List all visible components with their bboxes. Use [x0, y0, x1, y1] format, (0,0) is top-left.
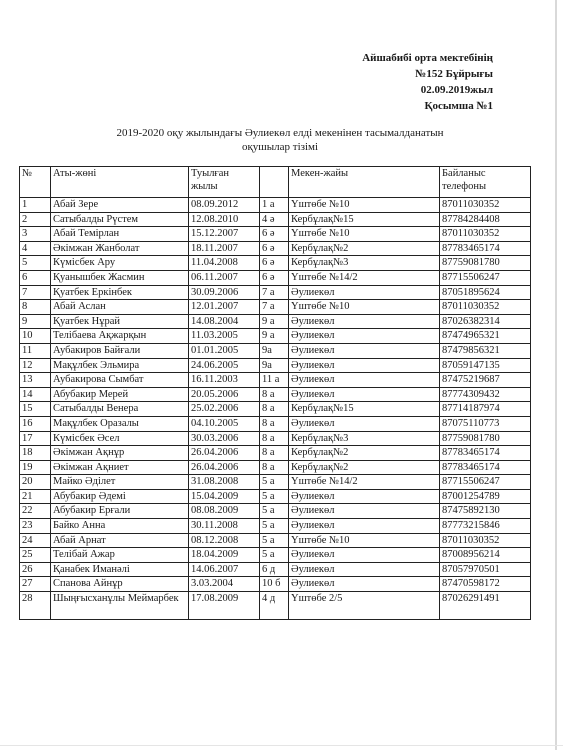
- cell-class: 5 а: [260, 475, 289, 490]
- table-row: [20, 212, 531, 227]
- cell-address: Кербұлақ№2: [289, 460, 440, 475]
- cell-phone: 87011030352: [440, 300, 531, 315]
- cell-name: Байко Анна: [51, 519, 189, 534]
- cell-no: 11: [20, 343, 51, 358]
- cell-no: 8: [20, 300, 51, 315]
- cell-phone: 87783465174: [440, 460, 531, 475]
- cell-phone: 87783465174: [440, 446, 531, 461]
- cell-class: 9а: [260, 358, 289, 373]
- table-row: [20, 300, 531, 315]
- table-row: [20, 446, 531, 461]
- cell-name: Әкімжан Ақнұр: [51, 446, 189, 461]
- table-header-row: [20, 167, 531, 198]
- table-row: [20, 329, 531, 344]
- cell-address: Әулиекөл: [289, 285, 440, 300]
- cell-birth: 25.02.2006: [189, 402, 260, 417]
- cell-birth: 30.03.2006: [189, 431, 260, 446]
- cell-birth: 01.01.2005: [189, 343, 260, 358]
- cell-address: Үштөбе №10: [289, 300, 440, 315]
- cell-phone: 87773215846: [440, 519, 531, 534]
- cell-birth: 18.11.2007: [189, 241, 260, 256]
- table-row: [20, 198, 531, 213]
- cell-name: Әкімжан Ақниет: [51, 460, 189, 475]
- cell-phone: 87011030352: [440, 198, 531, 213]
- title-line-2: оқушылар тізімі: [241, 141, 319, 153]
- cell-address: Кербұлақ№2: [289, 446, 440, 461]
- cell-address: Кербұлақ№3: [289, 431, 440, 446]
- cell-address: Әулиекөл: [289, 489, 440, 504]
- cell-birth: 12.08.2010: [189, 212, 260, 227]
- cell-birth: 15.12.2007: [189, 227, 260, 242]
- cell-address: Әулиекөл: [289, 343, 440, 358]
- cell-address: Әулиекөл: [289, 329, 440, 344]
- title-line-1: 2019-2020 оқу жылындағы Әулиекөл елді мекенінен тасымалданатын: [116, 127, 444, 139]
- cell-no: 22: [20, 504, 51, 519]
- cell-no: 23: [20, 519, 51, 534]
- cell-class: 9а: [260, 343, 289, 358]
- cell-phone: 87474965321: [440, 329, 531, 344]
- table-row: [20, 373, 531, 388]
- cell-no: 14: [20, 387, 51, 402]
- students-table: [19, 166, 531, 620]
- cell-no: 28: [20, 592, 51, 620]
- cell-address: Әулиекөл: [289, 562, 440, 577]
- order-date: 02.09.2019жыл: [420, 84, 493, 96]
- cell-address: Кербұлақ№3: [289, 256, 440, 271]
- cell-class: 5 а: [260, 533, 289, 548]
- cell-name: Шыңғысханұлы Меймарбек: [51, 592, 189, 620]
- cell-address: Кербұлақ№15: [289, 212, 440, 227]
- table-row: [20, 402, 531, 417]
- cell-phone: 87475892130: [440, 504, 531, 519]
- cell-address: Үштөбе 2/5: [289, 592, 440, 620]
- cell-name: Мақұлбек Оразалы: [51, 416, 189, 431]
- cell-phone: 87011030352: [440, 227, 531, 242]
- school-name: Айшабибі орта мектебінің: [362, 52, 493, 64]
- cell-address: Әулиекөл: [289, 577, 440, 592]
- cell-class: 5 а: [260, 489, 289, 504]
- table-row: [20, 431, 531, 446]
- table-row: [20, 577, 531, 592]
- table-row: [20, 416, 531, 431]
- cell-phone: 87783465174: [440, 241, 531, 256]
- cell-phone: 87026382314: [440, 314, 531, 329]
- cell-birth: 14.08.2004: [189, 314, 260, 329]
- header-name: Аты-жөні: [51, 167, 189, 198]
- cell-phone: 87001254789: [440, 489, 531, 504]
- table-row: [20, 548, 531, 563]
- cell-phone: 87026291491: [440, 592, 531, 620]
- table-row: [20, 285, 531, 300]
- cell-phone: 87784284408: [440, 212, 531, 227]
- cell-no: 26: [20, 562, 51, 577]
- cell-no: 24: [20, 533, 51, 548]
- cell-no: 18: [20, 446, 51, 461]
- cell-name: Абубакир Әдемі: [51, 489, 189, 504]
- cell-name: Аубакирова Сымбат: [51, 373, 189, 388]
- cell-address: Кербұлақ№15: [289, 402, 440, 417]
- cell-address: Әулиекөл: [289, 358, 440, 373]
- cell-class: 11 а: [260, 373, 289, 388]
- cell-birth: 08.08.2009: [189, 504, 260, 519]
- cell-address: Үштөбе №10: [289, 533, 440, 548]
- table-row: [20, 241, 531, 256]
- cell-phone: 87075110773: [440, 416, 531, 431]
- cell-no: 15: [20, 402, 51, 417]
- cell-birth: 20.05.2006: [189, 387, 260, 402]
- cell-no: 12: [20, 358, 51, 373]
- cell-class: 10 б: [260, 577, 289, 592]
- cell-phone: 87759081780: [440, 431, 531, 446]
- cell-name: Қуатбек Еркінбек: [51, 285, 189, 300]
- cell-name: Спанова Айнұр: [51, 577, 189, 592]
- page-edge-right: [555, 0, 557, 750]
- cell-no: 6: [20, 270, 51, 285]
- cell-no: 10: [20, 329, 51, 344]
- cell-class: 8 а: [260, 460, 289, 475]
- cell-phone: 87008956214: [440, 548, 531, 563]
- cell-class: 5 а: [260, 504, 289, 519]
- page-edge-bottom: [0, 745, 563, 746]
- cell-no: 25: [20, 548, 51, 563]
- table-row: [20, 387, 531, 402]
- cell-address: Үштөбе №10: [289, 227, 440, 242]
- cell-phone: 87774309432: [440, 387, 531, 402]
- cell-birth: 16.11.2003: [189, 373, 260, 388]
- cell-class: 6 ә: [260, 256, 289, 271]
- cell-class: 9 а: [260, 329, 289, 344]
- document-title: [60, 126, 500, 154]
- cell-no: 16: [20, 416, 51, 431]
- cell-name: Абай Темірлан: [51, 227, 189, 242]
- cell-class: 7 а: [260, 285, 289, 300]
- cell-phone: 87051895624: [440, 285, 531, 300]
- document-header: [362, 50, 493, 114]
- cell-phone: 87479856321: [440, 343, 531, 358]
- table-row: [20, 489, 531, 504]
- cell-class: 8 а: [260, 387, 289, 402]
- table-row: [20, 227, 531, 242]
- cell-name: Абубакир Ерғали: [51, 504, 189, 519]
- header-birth: Туылған жылы: [189, 167, 260, 198]
- cell-name: Аубакиров Байғали: [51, 343, 189, 358]
- cell-birth: 17.08.2009: [189, 592, 260, 620]
- cell-birth: 08.09.2012: [189, 198, 260, 213]
- cell-class: 5 а: [260, 519, 289, 534]
- table-row: [20, 343, 531, 358]
- table-row: [20, 533, 531, 548]
- cell-class: 8 а: [260, 431, 289, 446]
- cell-class: 8 а: [260, 402, 289, 417]
- table-row: [20, 519, 531, 534]
- cell-birth: 30.11.2008: [189, 519, 260, 534]
- cell-name: Телібаева Ақжарқын: [51, 329, 189, 344]
- cell-class: 4 д: [260, 592, 289, 620]
- cell-phone: 87059147135: [440, 358, 531, 373]
- cell-name: Қанабек Иманәлі: [51, 562, 189, 577]
- cell-no: 13: [20, 373, 51, 388]
- cell-phone: 87714187974: [440, 402, 531, 417]
- cell-phone: 87011030352: [440, 533, 531, 548]
- cell-birth: 31.08.2008: [189, 475, 260, 490]
- cell-phone: 87715506247: [440, 270, 531, 285]
- table-row: [20, 358, 531, 373]
- cell-phone: 87470598172: [440, 577, 531, 592]
- cell-no: 17: [20, 431, 51, 446]
- cell-class: 9 а: [260, 314, 289, 329]
- header-no: №: [20, 167, 51, 198]
- cell-no: 1: [20, 198, 51, 213]
- cell-address: Үштөбе №14/2: [289, 270, 440, 285]
- cell-address: Әулиекөл: [289, 373, 440, 388]
- cell-no: 21: [20, 489, 51, 504]
- cell-class: 7 а: [260, 300, 289, 315]
- cell-birth: 15.04.2009: [189, 489, 260, 504]
- cell-name: Сатыбалды Рүстем: [51, 212, 189, 227]
- header-address: Мекен-жайы: [289, 167, 440, 198]
- cell-name: Абай Аслан: [51, 300, 189, 315]
- cell-class: 5 а: [260, 548, 289, 563]
- cell-birth: 26.04.2006: [189, 446, 260, 461]
- cell-no: 2: [20, 212, 51, 227]
- cell-birth: 30.09.2006: [189, 285, 260, 300]
- cell-address: Кербұлақ№2: [289, 241, 440, 256]
- table-row: [20, 270, 531, 285]
- cell-birth: 12.01.2007: [189, 300, 260, 315]
- cell-birth: 11.03.2005: [189, 329, 260, 344]
- table-row: [20, 475, 531, 490]
- cell-class: 8 а: [260, 416, 289, 431]
- cell-class: 6 ә: [260, 270, 289, 285]
- cell-address: Әулиекөл: [289, 519, 440, 534]
- cell-class: 6 ә: [260, 241, 289, 256]
- cell-address: Әулиекөл: [289, 548, 440, 563]
- cell-birth: 26.04.2006: [189, 460, 260, 475]
- cell-birth: 18.04.2009: [189, 548, 260, 563]
- table-row: [20, 592, 531, 620]
- cell-name: Мақұлбек Эльмира: [51, 358, 189, 373]
- cell-no: 19: [20, 460, 51, 475]
- cell-name: Майко Әділет: [51, 475, 189, 490]
- cell-no: 7: [20, 285, 51, 300]
- cell-phone: 87759081780: [440, 256, 531, 271]
- cell-address: Үштөбе №10: [289, 198, 440, 213]
- cell-birth: 14.06.2007: [189, 562, 260, 577]
- cell-phone: 87475219687: [440, 373, 531, 388]
- cell-no: 4: [20, 241, 51, 256]
- table-row: [20, 314, 531, 329]
- cell-name: Абай Арнат: [51, 533, 189, 548]
- cell-name: Абай Зере: [51, 198, 189, 213]
- table-row: [20, 256, 531, 271]
- cell-address: Әулиекөл: [289, 504, 440, 519]
- table-row: [20, 562, 531, 577]
- cell-no: 9: [20, 314, 51, 329]
- cell-address: Әулиекөл: [289, 314, 440, 329]
- table-row: [20, 460, 531, 475]
- cell-no: 20: [20, 475, 51, 490]
- cell-birth: 24.06.2005: [189, 358, 260, 373]
- cell-birth: 08.12.2008: [189, 533, 260, 548]
- table-row: [20, 504, 531, 519]
- cell-birth: 04.10.2005: [189, 416, 260, 431]
- cell-class: 8 а: [260, 446, 289, 461]
- cell-class: 1 а: [260, 198, 289, 213]
- cell-name: Абубакир Мерей: [51, 387, 189, 402]
- cell-name: Қуатбек Нұрай: [51, 314, 189, 329]
- cell-address: Үштөбе №14/2: [289, 475, 440, 490]
- cell-class: 4 ә: [260, 212, 289, 227]
- cell-address: Әулиекөл: [289, 416, 440, 431]
- cell-phone: 87715506247: [440, 475, 531, 490]
- cell-name: Сатыбалды Венера: [51, 402, 189, 417]
- cell-name: Күмісбек Әсел: [51, 431, 189, 446]
- appendix-label: Қосымша №1: [424, 100, 493, 112]
- cell-name: Күмісбек Ару: [51, 256, 189, 271]
- cell-birth: 11.04.2008: [189, 256, 260, 271]
- cell-name: Қуанышбек Жасмин: [51, 270, 189, 285]
- cell-address: Әулиекөл: [289, 387, 440, 402]
- cell-no: 3: [20, 227, 51, 242]
- cell-name: Әкімжан Жанболат: [51, 241, 189, 256]
- cell-no: 27: [20, 577, 51, 592]
- order-number: №152 Бұйрығы: [415, 68, 493, 80]
- cell-class: 6 д: [260, 562, 289, 577]
- header-class: [260, 167, 289, 198]
- cell-phone: 87057970501: [440, 562, 531, 577]
- table-body: [20, 198, 531, 620]
- cell-name: Телібай Ажар: [51, 548, 189, 563]
- cell-class: 6 ә: [260, 227, 289, 242]
- header-phone: Байланыс телефоны: [440, 167, 531, 198]
- cell-birth: 06.11.2007: [189, 270, 260, 285]
- cell-birth: 3.03.2004: [189, 577, 260, 592]
- cell-no: 5: [20, 256, 51, 271]
